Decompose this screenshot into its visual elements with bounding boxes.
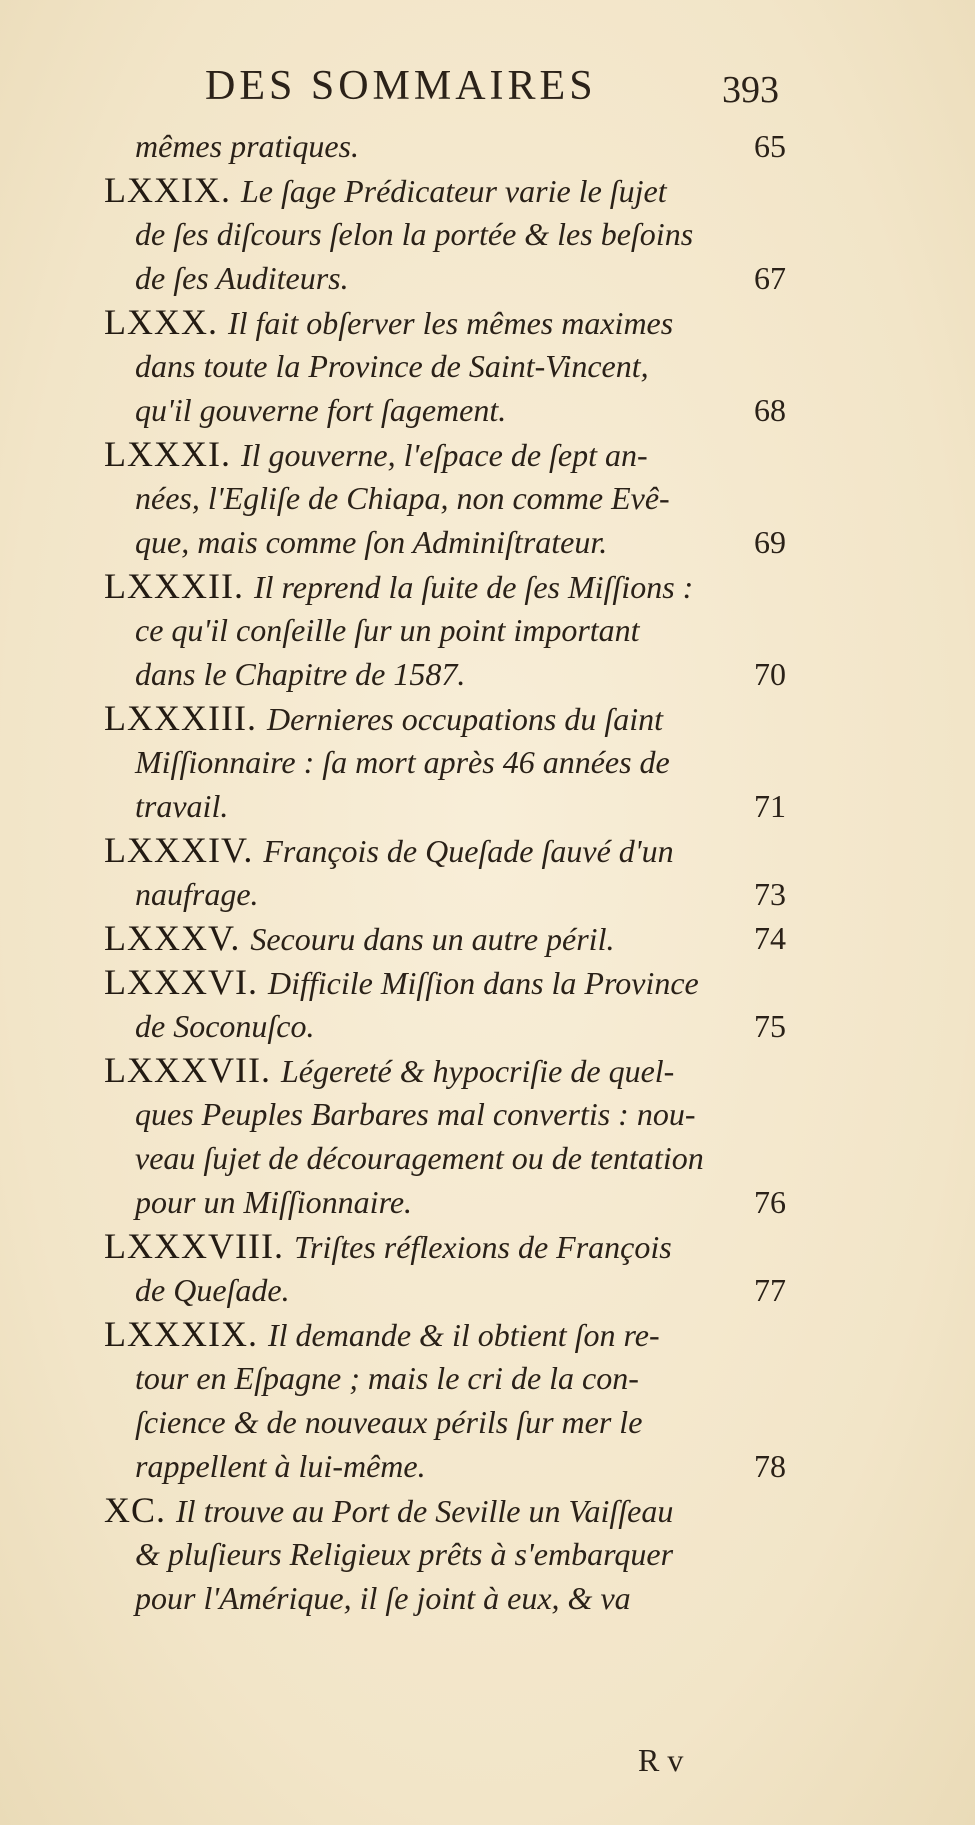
entry-page-ref: 74 [754, 920, 786, 956]
entry-text: Dernieres occupations du ſaint [266, 701, 664, 737]
entry-text: François de Queſade ſauvé d'un [263, 833, 674, 869]
entry-line [0, 1488, 975, 1532]
entry-line [0, 432, 975, 476]
summary-entry [0, 300, 975, 432]
entry-line [0, 300, 975, 344]
running-title: DES SOMMAIRES [205, 63, 597, 109]
entry-text: pour un Miſſionnaire. [135, 1184, 413, 1220]
entry-numeral: LXXIX. [104, 170, 231, 210]
entry-text: dans toute la Province de Saint-Vincent, [135, 348, 649, 384]
entry-line [0, 1356, 975, 1400]
entry-numeral: LXXXIX. [104, 1314, 258, 1354]
entry-page-ref: 69 [754, 524, 786, 560]
entry-line [0, 1312, 975, 1356]
entry-line [0, 168, 975, 212]
entry-line [0, 212, 975, 256]
entry-line [0, 344, 975, 388]
entry-numeral: LXXXI. [104, 434, 231, 474]
entry-line [0, 564, 975, 608]
entry-text: Difficile Miſſion dans la Province [267, 965, 699, 1001]
entry-text: Il reprend la ſuite de ſes Miſſions : [253, 569, 694, 605]
entry-numeral: LXXXVIII. [104, 1226, 284, 1266]
entry-text: Le ſage Prédicateur varie le ſujet [240, 173, 667, 209]
entry-page-ref: 78 [754, 1448, 786, 1484]
entry-page-ref: 65 [754, 128, 786, 164]
entry-line [0, 520, 975, 564]
entry-text: ce qu'il conſeille ſur un point important [135, 612, 640, 648]
entry-text: Légereté & hypocriſie de quel- [280, 1053, 675, 1089]
summary-entry [0, 1312, 975, 1488]
entry-text: de ſes Auditeurs. [135, 260, 349, 296]
entry-numeral: LXXXVI. [104, 962, 258, 1002]
entry-line [0, 1444, 975, 1488]
entry-line [0, 1004, 975, 1048]
entry-line [0, 1532, 975, 1576]
entry-numeral: LXXX. [104, 302, 218, 342]
entry-text: Il fait obſerver les mêmes maximes [227, 305, 674, 341]
entry-numeral: LXXXIII. [104, 698, 257, 738]
entry-text: Triſtes réflexions de François [293, 1229, 672, 1265]
entry-text: tour en Eſpagne ; mais le cri de la con- [135, 1360, 639, 1396]
entry-numeral: LXXXVII. [104, 1050, 271, 1090]
summary-entry [0, 916, 975, 960]
entry-line [0, 960, 975, 1004]
entry-text: de Queſade. [135, 1272, 290, 1308]
page-number: 393 [722, 69, 779, 111]
entry-numeral: XC. [104, 1490, 167, 1530]
entry-text: qu'il gouverne fort ſagement. [135, 392, 507, 428]
entry-text: travail. [135, 788, 229, 824]
entry-text: de Soconuſco. [135, 1008, 315, 1044]
entry-text: Il gouverne, l'eſpace de ſept an- [240, 437, 648, 473]
summary-entry [0, 960, 975, 1048]
entry-line [0, 1268, 975, 1312]
entry-line [0, 740, 975, 784]
summary-entry [0, 124, 975, 168]
entry-line [0, 256, 975, 300]
summary-entry [0, 168, 975, 300]
summary-entry [0, 1488, 975, 1620]
table-of-contents [0, 124, 975, 1620]
entry-line [0, 124, 975, 168]
entry-line [0, 872, 975, 916]
entry-line [0, 696, 975, 740]
entry-page-ref: 73 [754, 876, 786, 912]
entry-text: Miſſionnaire : ſa mort après 46 années de [135, 744, 670, 780]
entry-text: dans le Chapitre de 1587. [135, 656, 466, 692]
entry-line [0, 1224, 975, 1268]
entry-page-ref: 75 [754, 1008, 786, 1044]
entry-text: naufrage. [135, 876, 259, 912]
entry-line [0, 1400, 975, 1444]
summary-entry [0, 1224, 975, 1312]
summary-entry [0, 696, 975, 828]
entry-line [0, 608, 975, 652]
entry-line [0, 1136, 975, 1180]
entry-page-ref: 67 [754, 260, 786, 296]
entry-page-ref: 68 [754, 392, 786, 428]
summary-entry [0, 564, 975, 696]
entry-page-ref: 70 [754, 656, 786, 692]
entry-text: pour l'Amérique, il ſe joint à eux, & va [135, 1580, 631, 1616]
entry-line [0, 828, 975, 872]
summary-entry [0, 432, 975, 564]
entry-line [0, 388, 975, 432]
entry-text: ſcience & de nouveaux périls ſur mer le [135, 1404, 643, 1440]
summary-entry [0, 1048, 975, 1224]
summary-entry [0, 828, 975, 916]
entry-text: nées, l'Egliſe de Chiapa, non comme Evê- [135, 480, 670, 516]
entry-line [0, 1048, 975, 1092]
entry-text: rappellent à lui-même. [135, 1448, 426, 1484]
entry-line [0, 476, 975, 520]
entry-line [0, 1576, 975, 1620]
entry-text: mêmes pratiques. [135, 128, 359, 164]
entry-page-ref: 77 [754, 1272, 786, 1308]
entry-text: & pluſieurs Religieux prêts à s'embarquer [135, 1536, 674, 1572]
entry-line [0, 784, 975, 828]
entry-text: que, mais comme ſon Adminiſtrateur. [135, 524, 608, 560]
entry-line [0, 1180, 975, 1224]
entry-line [0, 1092, 975, 1136]
entry-text: de ſes diſcours ſelon la portée & les beſoins [135, 216, 694, 252]
entry-numeral: LXXXV. [104, 918, 241, 958]
entry-text: Il trouve au Port de Seville un Vaiſſeau [176, 1493, 674, 1529]
entry-text: ques Peuples Barbares mal convertis : nou- [135, 1096, 696, 1132]
running-header [0, 62, 975, 122]
entry-page-ref: 71 [754, 788, 786, 824]
entry-numeral: LXXXII. [104, 566, 244, 606]
entry-line [0, 916, 975, 960]
entry-text: Secouru dans un autre péril. [250, 921, 615, 957]
entry-text: veau ſujet de découragement ou de tentation [135, 1140, 704, 1176]
signature-mark: R v [638, 1742, 684, 1778]
entry-numeral: LXXXIV. [104, 830, 254, 870]
entry-text: Il demande & il obtient ſon re- [267, 1317, 660, 1353]
entry-line [0, 652, 975, 696]
entry-page-ref: 76 [754, 1184, 786, 1220]
